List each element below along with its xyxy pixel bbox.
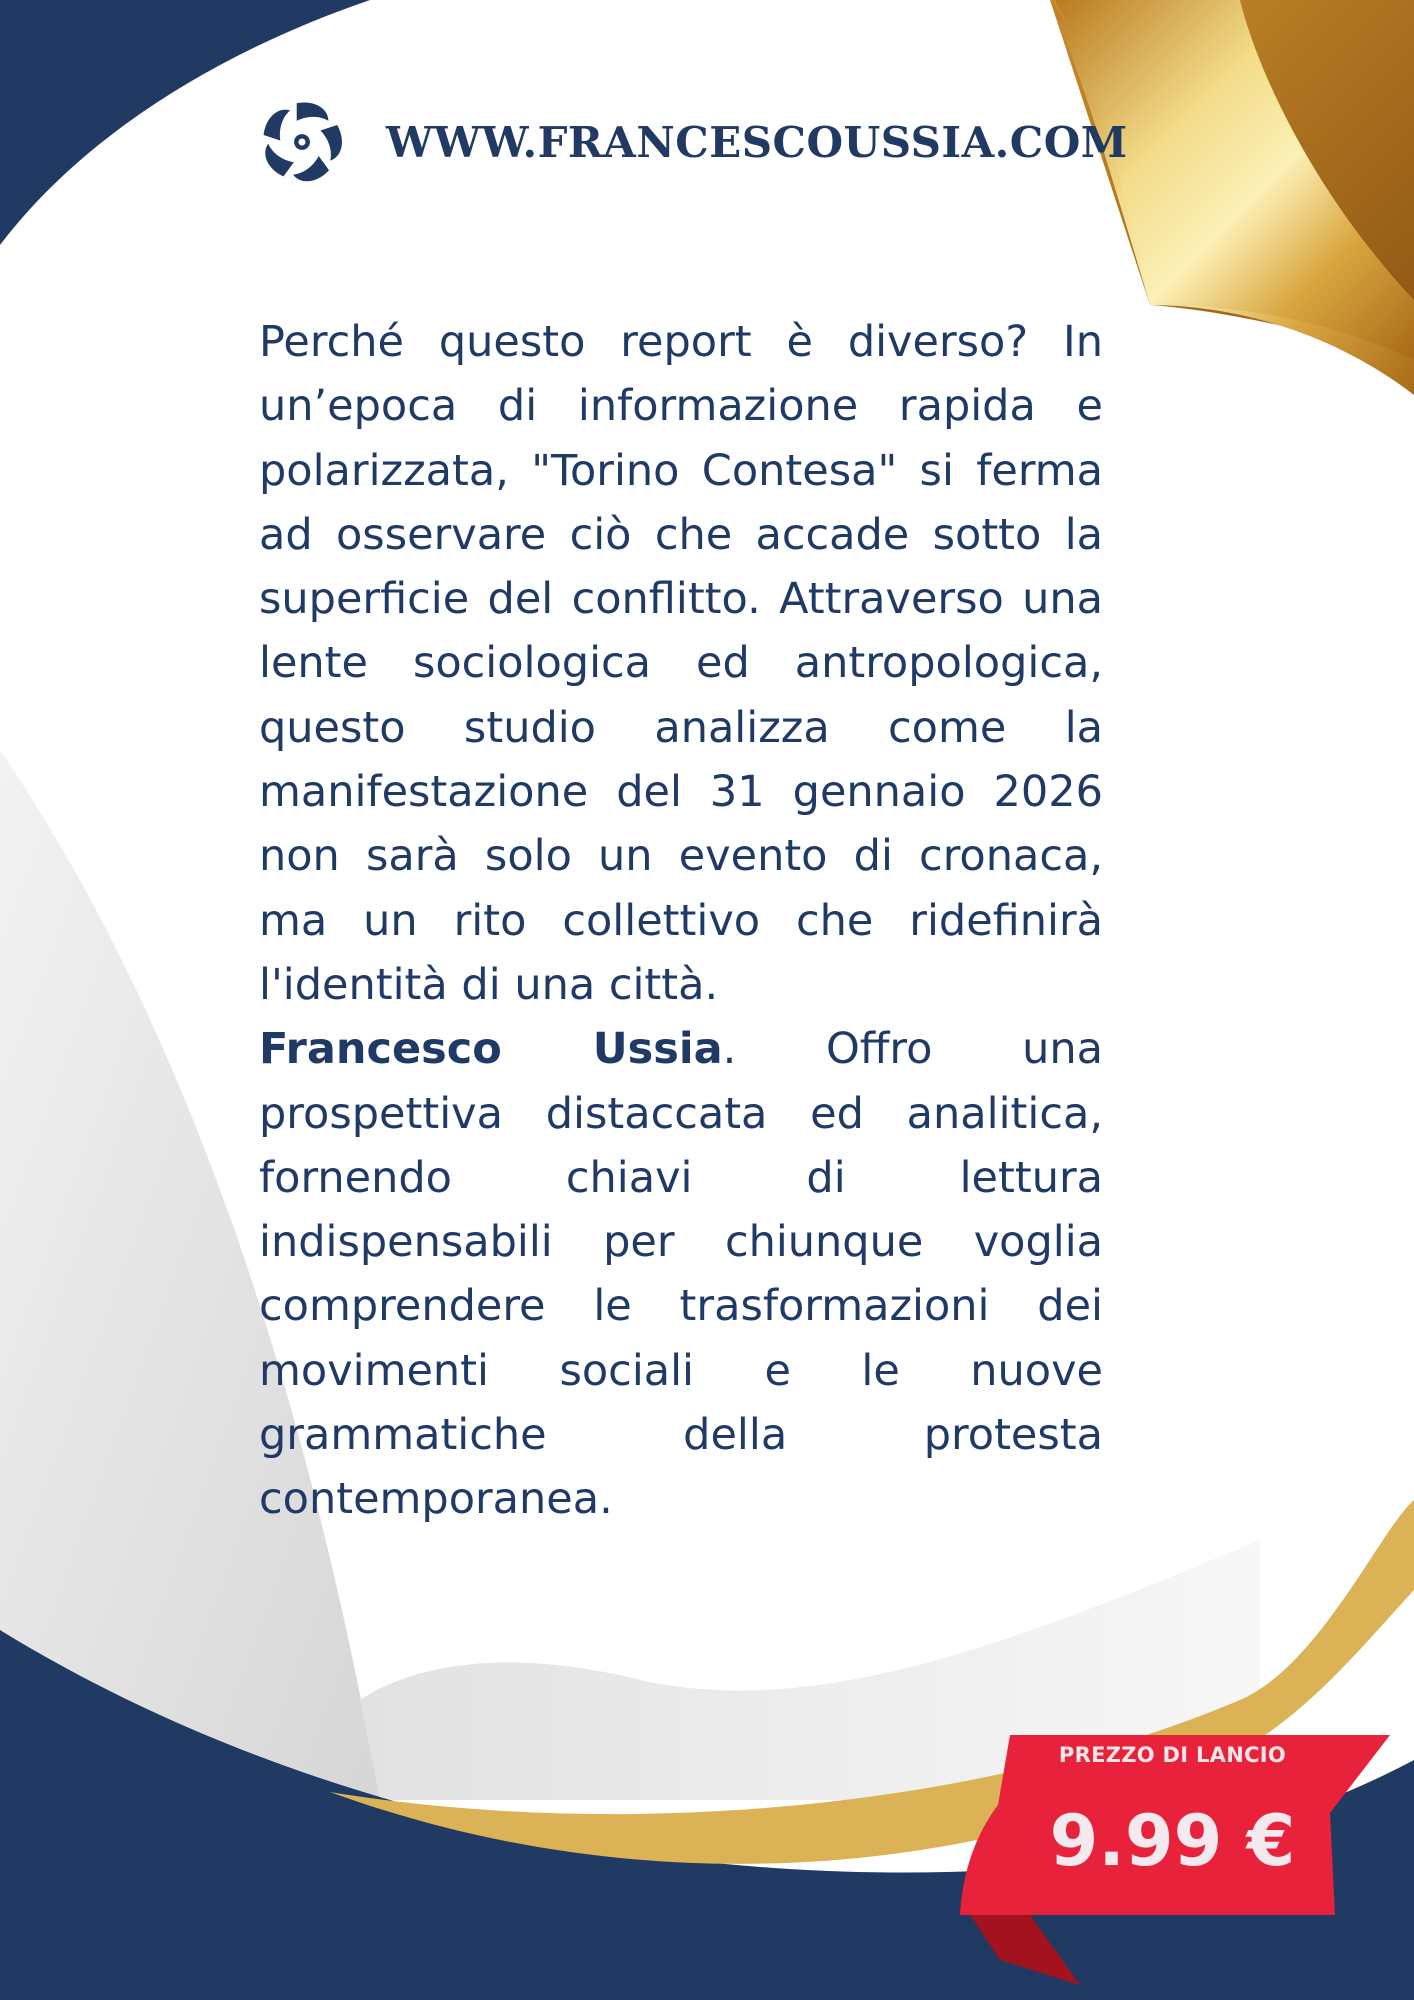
author-paragraph-text: . Offro una prospettiva distaccata ed analitica, fornendo chiavi di lettura indispensabili per chiunque voglia comprendere le trasformazioni dei movimenti sociali e le nuove grammatiche della protesta contemporanea. <box>259 1024 1103 1525</box>
ribbon-tail <box>970 1915 1080 1985</box>
price-value: 9.99 € <box>1049 1800 1296 1882</box>
site-url[interactable]: WWW.FRANCESCOUSSIA.COM <box>386 117 1128 167</box>
pinwheel-logo-icon <box>258 98 346 186</box>
site-header <box>258 98 1128 186</box>
author-paragraph <box>259 1017 1103 1531</box>
intro-paragraph: Perché questo report è diverso? In un’epoca di informazione rapida e polarizzata, "Torino Contesa" si ferma ad osservare ciò che accade sotto la superficie del conflitto. Attraverso una lente sociologica ed antropologica, questo studio analizza come la manifestazione del 31 gennaio 2026 non sarà solo un evento di cronaca, ma un rito collettivo che ridefinirà l'identità di una città. <box>259 317 1103 1010</box>
price-label: PREZZO DI LANCIO <box>1058 1743 1287 1767</box>
author-name: Francesco Ussia <box>259 1024 723 1075</box>
report-description <box>259 310 1103 1532</box>
